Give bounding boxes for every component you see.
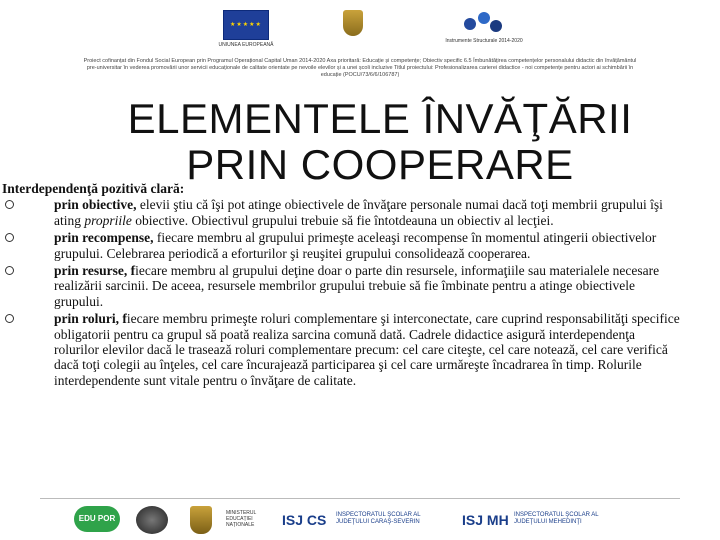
bullet-text: elevii ştiu că îşi pot atinge obiectivele de învăţare personale numai dacă toţi membrii grupului îşi ating: [54, 197, 663, 228]
bullet-emphasis: propriile: [84, 212, 132, 228]
bullet-list: [2, 197, 680, 388]
ring-bullet-icon: [5, 200, 14, 209]
slide-content: [2, 181, 680, 390]
portrait-logo-icon: [136, 506, 168, 534]
isj-cs-logo: ISJ CS: [282, 512, 327, 528]
lead-heading: Interdependenţă pozitivă clară:: [2, 181, 185, 196]
structural-instruments-logo: [444, 10, 524, 52]
footer-divider: [40, 498, 680, 499]
ministry-name: MINISTERUL EDUCAȚIEI NAȚIONALE: [226, 510, 257, 528]
bullet-item-resources: [2, 263, 680, 309]
bullet-text: obiective. Obiectivul grupului trebuie să fie întotdeauna un obiectiv al lecţiei.: [131, 212, 554, 228]
bullet-item-roles: [2, 311, 680, 388]
ring-bullet-icon: [5, 314, 14, 323]
ring-bullet-icon: [5, 233, 14, 242]
footer-logos: [0, 504, 720, 536]
slide-title-line1: ELEMENTELE ÎNVĂŢĂRII: [127, 95, 633, 142]
crest-icon: [343, 10, 363, 36]
bullet-text: iecare membru al grupului deţine doar o parte din resursele, informaţiile sau materialele necesare realizării sarcinii. De aceea, resursele membrilor grupului trebuie să fie îmbinate pentru a atinge obiectivele grupului.: [54, 263, 660, 309]
ministry-crest-icon: [190, 506, 212, 534]
bullet-term: prin recompense,: [54, 230, 154, 246]
bullet-text: fiecare membru al grupului primeşte aceleaşi recompense în momentul atingerii obiectivelor grupului. Celebrarea periodică a eforturilor şi reuşitei grupului consolidează cooperarea.: [54, 230, 657, 261]
project-description: Proiect cofinanțat din Fondul Social European prin Programul Operațional Capital Uman 2014-2020 Axa prioritară: Educație și competențe; Obiectiv specific 6.5 Îmbunătățirea competențelor personalului didactic din învățământul pre-universitar în vederea promovării unor servicii educaționale de calitate orientate pe nevoile elevilor și a unei școli incluzive Titlul proiectului: Profesionalizarea carierei didactice - noi competențe pentru actori ai schimbării în educație (POCU/73/6/6/106787): [83, 58, 637, 78]
header-logos: [0, 8, 720, 58]
isj-mh-logo: ISJ MH: [462, 512, 509, 528]
slide-title: [0, 96, 720, 188]
bullet-term: prin resurse, f: [54, 263, 136, 279]
isj-cs-name: INSPECTORATUL ŞCOLAR AL JUDEŢULUI CARAŞ-SEVERIN: [336, 512, 421, 525]
isj-mh-name: INSPECTORATUL ŞCOLAR AL JUDEŢULUI MEHEDINŢI: [514, 512, 599, 525]
bullet-text: iecare membru primeşte roluri complementare şi interconectate, care cuprind responsabilităţi specifice obligatorii pentru ca grupul să poată realiza sarcina comună dată. Cadrele didactice asigură interdependenţa rolurilor elevilor dacă le trasează roluri complementare precum: cel care citeşte, cel care notează, cel care verifică dacă toţi colegii au înţeles, cel care încurajează participarea şi cel care urmăreşte încadrarea în timp. Rolurile interdependente sunt vitale pentru o învăţare de calitate.: [54, 311, 680, 388]
bullet-term: prin obiective,: [54, 197, 137, 213]
structural-instruments-caption: Instrumente Structurale 2014-2020: [445, 38, 523, 44]
bullet-item-objectives: [2, 197, 680, 228]
ring-bullet-icon: [5, 266, 14, 275]
bullet-term: prin roluri, f: [54, 311, 127, 327]
government-crest-logo: [338, 10, 368, 50]
eu-flag-logo: [218, 10, 274, 48]
slide-title-line2: PRIN COOPERARE: [186, 141, 574, 188]
bullet-item-rewards: [2, 230, 680, 261]
eu-flag-icon: [223, 10, 269, 40]
eu-flag-caption: UNIUNEA EUROPEANĂ: [218, 42, 274, 48]
structural-instruments-icon: [460, 10, 508, 36]
edu-por-logo: EDU POR: [74, 506, 120, 532]
